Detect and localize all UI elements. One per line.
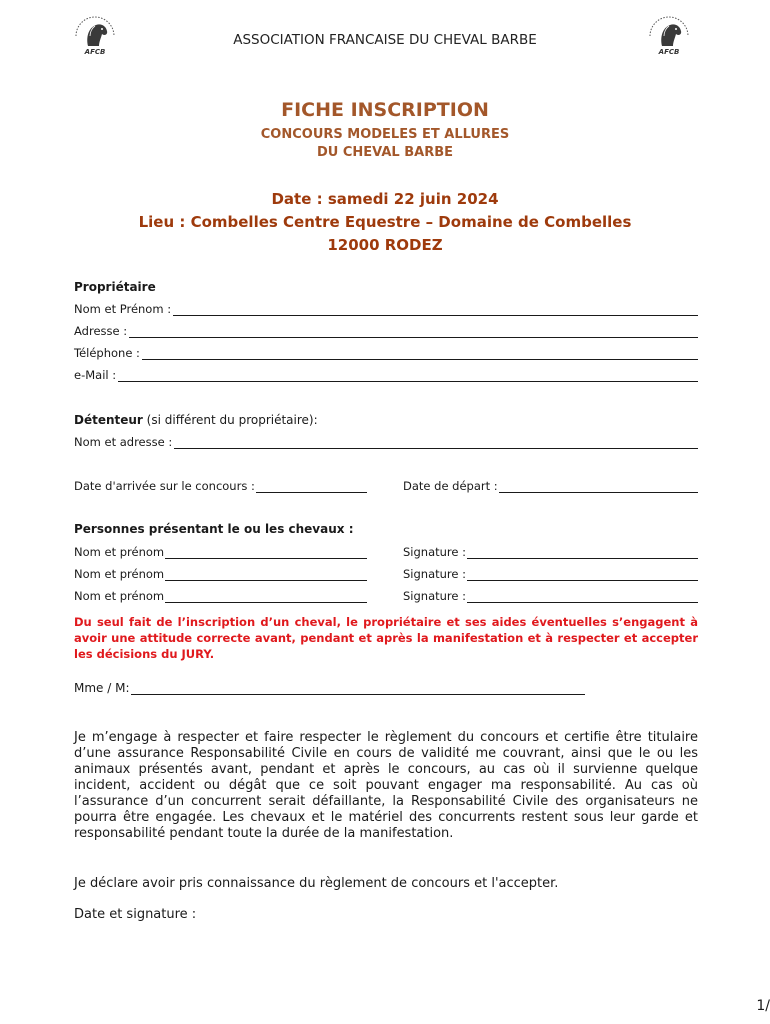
logo-label: AFCB (658, 48, 680, 56)
owner-phone-line[interactable] (142, 347, 698, 360)
presenter-signature-field[interactable] (403, 567, 698, 581)
owner-address-field[interactable] (74, 324, 698, 338)
owner-heading: Propriétaire (74, 280, 156, 294)
holder-name-address-label: Nom et adresse : (74, 435, 173, 449)
holder-heading-text: Détenteur (74, 413, 143, 427)
subtitle-line-1: CONCOURS MODELES ET ALLURES (260, 127, 510, 142)
owner-phone-field[interactable] (74, 346, 698, 360)
presenter-signature-line[interactable] (467, 590, 698, 603)
presenters-heading: Personnes présentant le ou les chevaux : (74, 522, 354, 536)
commitment-paragraph: Je m’engage à respecter et faire respecter le règlement du concours et certifie être titulaire d’une assurance Responsabilité Civile en cours de validité me couvrant, ainsi que le ou les animaux présentés avant, pendant et après le concours, au cas où il survienne quelque incident, accident ou dégât que ce soit pouvant engager ma responsabilité. Au cas où l’assurance d’un concurrent serait défaillante, la Responsabilité Civile des organisateurs ne pourra être engagée. Les chevaux et le matériel des concurrents restent sous leur garde et responsabilité pendant toute la durée de la manifestation. (74, 730, 698, 841)
event-city: 12000 RODEZ (327, 236, 443, 254)
owner-email-label: e-Mail : (74, 368, 117, 382)
subtitle-line-2: DU CHEVAL BARBE (317, 145, 453, 160)
presenter-name-line[interactable] (165, 590, 367, 603)
form-title: FICHE INSCRIPTION (281, 99, 489, 121)
presenter-signature-field[interactable] (403, 589, 698, 603)
presenter-name-field[interactable] (74, 567, 367, 581)
holder-name-address-line[interactable] (174, 436, 698, 449)
arrival-date-line[interactable] (256, 480, 367, 493)
owner-address-line[interactable] (129, 325, 698, 338)
presenter-name-label: Nom et prénom (74, 589, 165, 603)
form-subtitle (0, 126, 770, 162)
owner-name-line[interactable] (173, 303, 698, 316)
holder-name-address-field[interactable] (74, 435, 698, 449)
page-number: 1/ (756, 998, 770, 1014)
owner-name-label: Nom et Prénom : (74, 302, 172, 316)
presenter-name-label: Nom et prénom (74, 567, 165, 581)
owner-email-line[interactable] (118, 369, 698, 382)
presenter-signature-label: Signature : (403, 545, 467, 559)
arrival-date-field[interactable] (74, 479, 367, 493)
date-signature-label: Date et signature : (74, 907, 197, 922)
presenter-name-label: Nom et prénom (74, 545, 165, 559)
mme-m-line[interactable] (131, 682, 586, 695)
presenter-signature-label: Signature : (403, 589, 467, 603)
presenter-name-line[interactable] (165, 568, 367, 581)
presenter-name-field[interactable] (74, 589, 367, 603)
presenter-signature-label: Signature : (403, 567, 467, 581)
owner-address-label: Adresse : (74, 324, 128, 338)
owner-name-field[interactable] (74, 302, 698, 316)
presenter-signature-line[interactable] (467, 546, 698, 559)
event-date: Date : samedi 22 juin 2024 (271, 190, 499, 208)
presenter-signature-line[interactable] (467, 568, 698, 581)
departure-date-line[interactable] (499, 480, 698, 493)
departure-date-field[interactable] (403, 479, 698, 493)
owner-phone-label: Téléphone : (74, 346, 140, 360)
owner-email-field[interactable] (74, 368, 698, 382)
mme-m-field[interactable] (74, 681, 585, 695)
declaration-text: Je déclare avoir pris connaissance du règlement de concours et l'accepter. (74, 876, 559, 891)
holder-heading (74, 413, 318, 427)
arrival-date-label: Date d'arrivée sur le concours : (74, 479, 255, 493)
logo-label: AFCB (84, 48, 106, 56)
organization-name: ASSOCIATION FRANCAISE DU CHEVAL BARBE (233, 32, 537, 48)
holder-heading-note: (si différent du propriétaire): (142, 413, 318, 427)
conduct-warning: Du seul fait de l’inscription d’un cheval, le propriétaire et ses aides éventuelles s’engagent à avoir une attitude correcte avant, pendant et après la manifestation et à respecter et accepter les décisions du JURY. (74, 615, 698, 661)
presenter-signature-field[interactable] (403, 545, 698, 559)
mme-m-label: Mme / M: (74, 681, 130, 695)
presenter-name-line[interactable] (165, 546, 367, 559)
presenter-name-field[interactable] (74, 545, 367, 559)
departure-date-label: Date de départ : (403, 479, 498, 493)
event-location: Lieu : Combelles Centre Equestre – Domaine de Combelles (138, 213, 632, 231)
